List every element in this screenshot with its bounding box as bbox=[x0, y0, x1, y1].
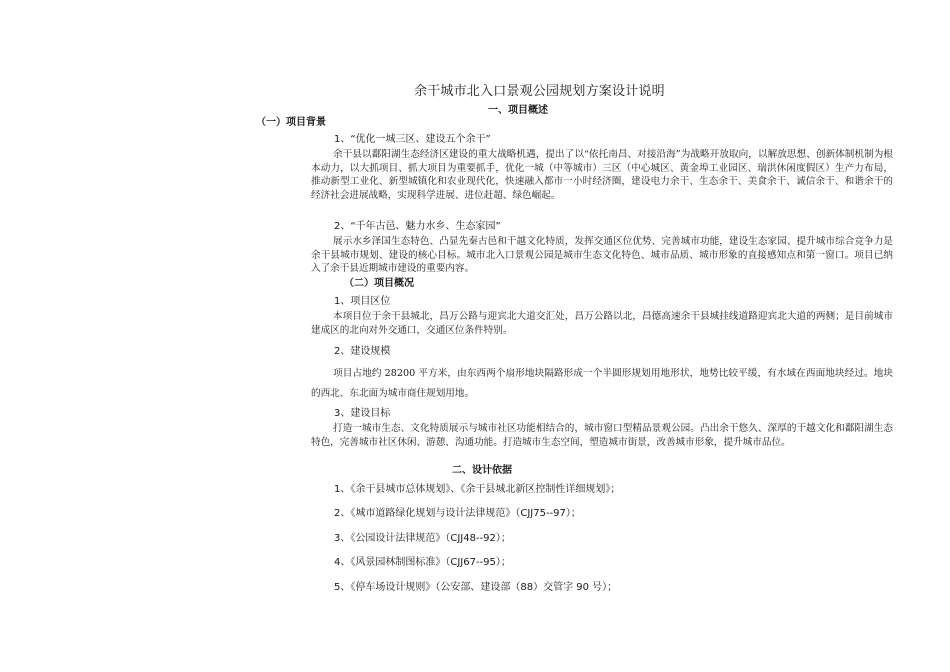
section-heading-overview: 一、项目概述 bbox=[488, 105, 548, 116]
reference-item: 2、《城市道路绿化规划与设计法律规范》（CJJ75--97）； bbox=[334, 508, 581, 519]
reference-item: 5、《停车场设计规则》（公安部、建设部（88）交管字 90 号）； bbox=[334, 582, 618, 593]
item-heading: 3、建设目标 bbox=[334, 408, 391, 419]
subsection-heading-overview: （二）项目概况 bbox=[344, 278, 414, 289]
reference-item: 1、《余干县城市总体规划》、《余干县城北新区控制性详细规划》； bbox=[334, 484, 621, 495]
section-heading-basis: 二、设计依据 bbox=[452, 465, 512, 476]
paragraph: 打造一城市生态、文化特质展示与城市社区功能相结合的，城市窗口型精品景观公园。凸出余干悠久、深厚的干越文化和鄱阳湖生态特色，完善城市社区休闲、游憩、沟通功能。打造城市生态空间，塑造城市街景，改善城市形象，提升城市品位。 bbox=[311, 423, 893, 448]
item-heading: 2、建设规模 bbox=[334, 346, 391, 357]
item-heading: 2、“千年古邑、魅力水乡、生态家园” bbox=[334, 221, 501, 232]
item-heading: 1、“优化一城三区、建设五个余干” bbox=[334, 134, 491, 145]
item-heading: 1、项目区位 bbox=[334, 296, 391, 307]
reference-item: 4、《风景园林制图标准》（CJJ67--95）； bbox=[334, 557, 511, 568]
subsection-heading-background: （一）项目背景 bbox=[256, 117, 326, 128]
paragraph: 项目占地约 28200 平方米，由东西两个扇形地块隔路形成一个半圆形规划用地形状，地势比较平缓，有水域在西面地块经过。地块的西北、东北面为城市商住规划用地。 bbox=[311, 368, 893, 399]
paragraph: 余干县以鄱阳湖生态经济区建设的重大战略机遇，提出了以“依托南昌、对接沿海”为战略开放取向，以解放思想、创新体制机制为根本动力，以大抓项目、抓大项目为重要抓手，优化一城（中等城市）三区（中心城区、黄金埠工业园区、瑞洪休闲度假区）生产力布局，推动新型工业化、新型城镇化和农业现代化，快速融入都市一小时经济圈，建设电力余干、生态余干、美食余干、诚信余干、和谐余干的经济社会进展战略，实现科学进展、进位赶超、绿色崛起。 bbox=[311, 149, 893, 201]
reference-item: 3、《公园设计法律规范》（CJJ48--92）； bbox=[334, 533, 511, 544]
paragraph: 本项目位于余干县城北，昌万公路与迎宾北大道交汇处，昌万公路以北，昌德高速余干县城挂线道路迎宾北大道的两侧；是目前城市建成区的北向对外交通口，交通区位条件特别。 bbox=[311, 311, 893, 336]
paragraph: 展示水乡泽国生态特色、凸显先秦古邑和干越文化特质，发挥交通区位优势、完善城市功能，建设生态家园、提升城市综合竞争力是余干县城市规划、建设的核心目标。城市北入口景观公园是城市生态文化特色、城市品质、城市形象的直接感知点和第一窗口。项目已纳入了余干县近期城市建设的重要内容。 bbox=[311, 236, 893, 274]
document-title: 余干城市北入口景观公园规划方案设计说明 bbox=[414, 84, 665, 99]
